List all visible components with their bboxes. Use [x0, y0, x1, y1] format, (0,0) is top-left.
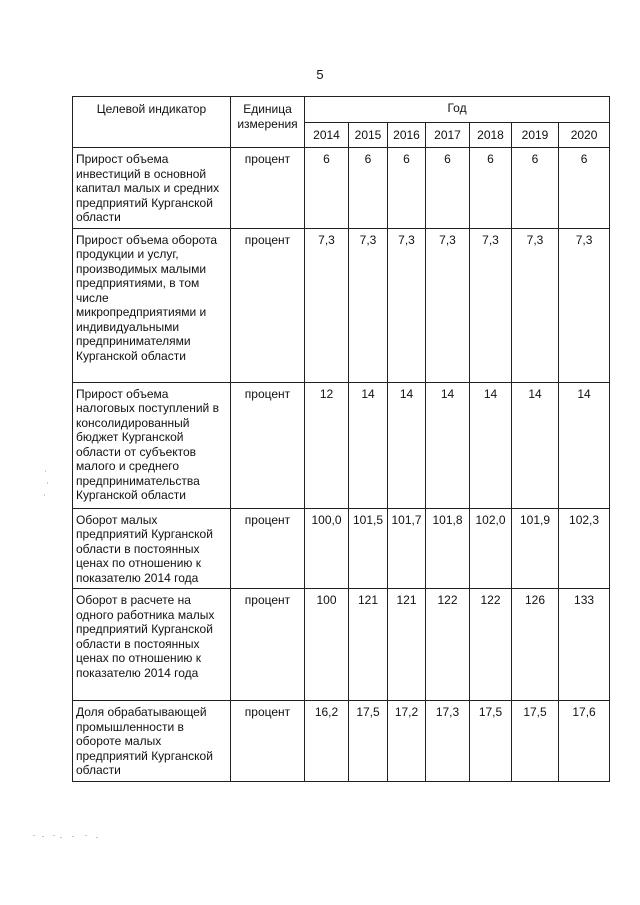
indicator-value: 6: [426, 148, 470, 229]
indicator-value: 6: [305, 148, 349, 229]
header-year: 2019: [512, 123, 559, 148]
indicator-value: 17,5: [512, 701, 559, 782]
indicator-value: 100,0: [305, 508, 349, 589]
indicator-value: 7,3: [388, 228, 426, 382]
indicator-value: 17,6: [559, 701, 610, 782]
header-year: 2020: [559, 123, 610, 148]
table-row: [73, 148, 610, 229]
indicator-value: 17,2: [388, 701, 426, 782]
indicator-value: 14: [559, 382, 610, 508]
indicator-value: 6: [512, 148, 559, 229]
indicator-name: Прирост объема инвестиций в основной капитал малых и средних предприятий Курганской области: [73, 148, 231, 229]
indicators-table: [72, 96, 610, 782]
indicator-value: 126: [512, 589, 559, 701]
header-year: 2017: [426, 123, 470, 148]
indicator-value: 6: [349, 148, 388, 229]
indicator-value: 17,3: [426, 701, 470, 782]
indicator-name: Оборот в расчете на одного работника малых предприятий Курганской области в постоянных ценах по отношению к показателю 2014 года: [73, 589, 231, 701]
indicator-value: 6: [470, 148, 512, 229]
table-row: [73, 382, 610, 508]
indicator-value: 7,3: [470, 228, 512, 382]
indicator-unit: процент: [231, 382, 305, 508]
indicator-unit: процент: [231, 148, 305, 229]
indicator-name: Оборот малых предприятий Курганской области в постоянных ценах по отношению к показателю 2014 года: [73, 508, 231, 589]
indicator-value: 101,7: [388, 508, 426, 589]
header-year: 2015: [349, 123, 388, 148]
indicator-value: 101,8: [426, 508, 470, 589]
indicator-value: 14: [512, 382, 559, 508]
indicator-unit: процент: [231, 508, 305, 589]
indicator-unit: процент: [231, 228, 305, 382]
indicator-name: Доля обрабатывающей промышленности в обороте малых предприятий Курганской области: [73, 701, 231, 782]
indicator-name: Прирост объема оборота продукции и услуг, производимых малыми предприятиями, в том числе микропредприятиями и индивидуальными предпринимателями Курганской области: [73, 228, 231, 382]
indicator-value: 7,3: [349, 228, 388, 382]
indicator-value: 122: [426, 589, 470, 701]
page-number: 5: [316, 67, 324, 82]
indicator-value: 7,3: [559, 228, 610, 382]
header-year: 2018: [470, 123, 512, 148]
table-row: [73, 228, 610, 382]
indicator-value: 7,3: [426, 228, 470, 382]
indicator-value: 14: [388, 382, 426, 508]
indicator-name: Прирост объема налоговых поступлений в консолидированный бюджет Курганской области от субъектов малого и среднего предпринимательства Курганской области: [73, 382, 231, 508]
indicator-value: 7,3: [305, 228, 349, 382]
indicator-value: 6: [559, 148, 610, 229]
indicator-value: 102,3: [559, 508, 610, 589]
indicator-value: 14: [470, 382, 512, 508]
indicator-value: 12: [305, 382, 349, 508]
header-unit: Единица измерения: [231, 97, 305, 148]
header-year: 2014: [305, 123, 349, 148]
indicator-unit: процент: [231, 589, 305, 701]
indicator-value: 14: [349, 382, 388, 508]
indicator-value: 121: [349, 589, 388, 701]
table-row: [73, 508, 610, 589]
header-year: 2016: [388, 123, 426, 148]
scan-artifact: [33, 833, 103, 839]
indicator-value: 6: [388, 148, 426, 229]
table-body: [73, 148, 610, 782]
indicator-value: 121: [388, 589, 426, 701]
header-indicator: Целевой индикатор: [73, 97, 231, 148]
table-row: [73, 701, 610, 782]
scan-artifact: [44, 470, 50, 500]
indicator-value: 100: [305, 589, 349, 701]
header-year-group: Год: [305, 97, 610, 123]
indicator-value: 102,0: [470, 508, 512, 589]
indicator-value: 101,9: [512, 508, 559, 589]
header-row: [73, 97, 610, 123]
table-row: [73, 589, 610, 701]
indicator-value: 14: [426, 382, 470, 508]
indicator-value: 7,3: [512, 228, 559, 382]
indicator-value: 133: [559, 589, 610, 701]
indicator-value: 101,5: [349, 508, 388, 589]
indicator-value: 16,2: [305, 701, 349, 782]
indicator-unit: процент: [231, 701, 305, 782]
indicator-value: 17,5: [470, 701, 512, 782]
indicator-value: 17,5: [349, 701, 388, 782]
indicator-value: 122: [470, 589, 512, 701]
